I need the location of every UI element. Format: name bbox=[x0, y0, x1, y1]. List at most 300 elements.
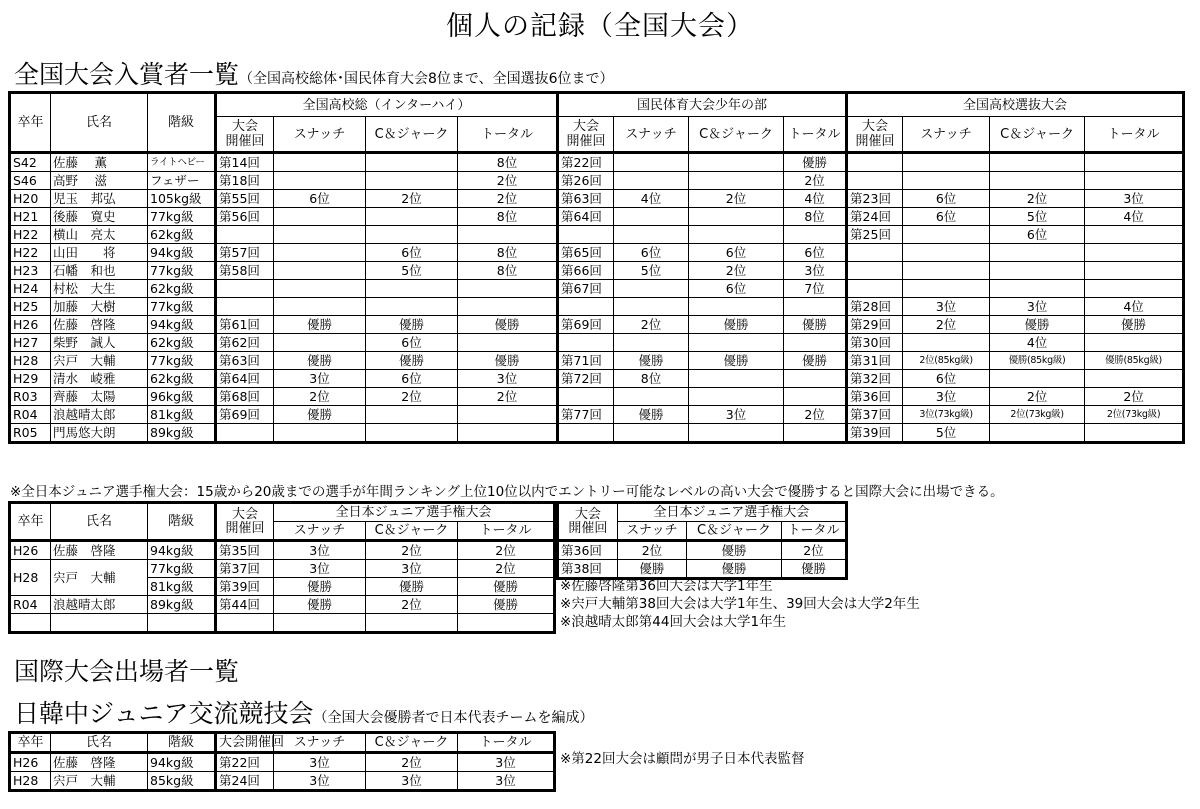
table-cell: 第30回 bbox=[847, 334, 903, 352]
table-cell: 8位 bbox=[458, 244, 558, 262]
table-cell: 優勝 bbox=[274, 316, 366, 334]
table-cell: 第22回 bbox=[216, 753, 274, 772]
table-cell: H22 bbox=[10, 226, 51, 244]
table-cell: 3位 bbox=[274, 560, 366, 578]
table-cell: 第23回 bbox=[847, 190, 903, 208]
table-cell bbox=[216, 226, 274, 244]
table-cell: 第58回 bbox=[216, 262, 274, 280]
table-cell: 第62回 bbox=[216, 334, 274, 352]
international-heading: 国際大会出場者一覧 bbox=[14, 657, 240, 686]
table-row bbox=[10, 753, 555, 772]
table-cell: 3位 bbox=[366, 560, 458, 578]
table-cell: 8位 bbox=[458, 262, 558, 280]
header-total: トータル bbox=[784, 117, 847, 153]
table-cell: R03 bbox=[10, 388, 51, 406]
table-cell: 優勝(85kg級) bbox=[1085, 352, 1184, 370]
table-cell: 佐藤 啓隆 bbox=[51, 753, 148, 772]
table-cell: 第24回 bbox=[847, 208, 903, 226]
table-cell bbox=[366, 208, 458, 226]
table-cell bbox=[903, 172, 990, 190]
table-cell: 第64回 bbox=[216, 370, 274, 388]
table-cell: 2位 bbox=[617, 541, 686, 560]
table-cell: 96kg級 bbox=[148, 388, 216, 406]
table-row bbox=[10, 614, 555, 633]
table-cell bbox=[689, 153, 784, 172]
international-side-note: ※第22回大会は顧問が男子日本代表監督 bbox=[560, 751, 805, 767]
table-cell: 2位 bbox=[458, 560, 555, 578]
table-cell: 優勝 bbox=[689, 352, 784, 370]
table-cell: 105kg級 bbox=[148, 190, 216, 208]
table-cell: 第68回 bbox=[216, 388, 274, 406]
table-cell bbox=[274, 298, 366, 316]
table-cell: 81kg級 bbox=[148, 406, 216, 424]
table-cell bbox=[366, 172, 458, 190]
table-cell: 第36回 bbox=[558, 541, 618, 560]
junior-header-class: 階級 bbox=[148, 503, 216, 541]
table-cell: 柴野 誠人 bbox=[51, 334, 148, 352]
table-cell: 89kg級 bbox=[148, 424, 216, 443]
international-subheading bbox=[14, 699, 594, 733]
table-cell: フェザー bbox=[148, 172, 216, 190]
table-cell bbox=[614, 334, 689, 352]
table-cell bbox=[1085, 153, 1184, 172]
table-cell: 優勝 bbox=[781, 560, 846, 579]
table-cell: 優勝 bbox=[1085, 316, 1184, 334]
table-cell: H26 bbox=[10, 316, 51, 334]
table-cell bbox=[274, 424, 366, 443]
table-cell: 3位 bbox=[274, 753, 366, 772]
junior-header-snatch: スナッチ bbox=[274, 522, 366, 541]
table-cell: 優勝 bbox=[614, 406, 689, 424]
junior-header-cj: C＆ジャーク bbox=[366, 522, 458, 541]
table-cell bbox=[274, 153, 366, 172]
header-kaisai: 大会 開催回 bbox=[847, 117, 903, 153]
table-cell bbox=[274, 172, 366, 190]
table-cell: 2位(73kg級) bbox=[990, 406, 1085, 424]
table-cell bbox=[366, 406, 458, 424]
table-cell: 優勝 bbox=[784, 153, 847, 172]
header-snatch: スナッチ bbox=[903, 117, 990, 153]
table-cell bbox=[274, 244, 366, 262]
table-cell: 第77回 bbox=[558, 406, 614, 424]
table-cell bbox=[148, 614, 216, 633]
header-snatch: スナッチ bbox=[274, 117, 366, 153]
table-cell bbox=[689, 334, 784, 352]
table-cell: 第63回 bbox=[558, 190, 614, 208]
table-cell: H27 bbox=[10, 334, 51, 352]
junior2-header-snatch: スナッチ bbox=[617, 522, 686, 541]
intl-header-year: 卒年 bbox=[10, 733, 51, 753]
table-row bbox=[10, 560, 555, 578]
table-cell bbox=[1085, 262, 1184, 280]
table-cell bbox=[614, 153, 689, 172]
table-cell: 6位 bbox=[366, 370, 458, 388]
table-cell bbox=[1085, 172, 1184, 190]
table-cell: 62kg級 bbox=[148, 334, 216, 352]
intl-header-total: トータル bbox=[458, 733, 555, 753]
table-cell: 5位 bbox=[903, 424, 990, 443]
table-cell: 6位 bbox=[903, 190, 990, 208]
table-cell: 横山 亮太 bbox=[51, 226, 148, 244]
table-cell bbox=[1085, 334, 1184, 352]
header-kaisai: 大会 開催回 bbox=[558, 117, 614, 153]
table-cell: 2位 bbox=[781, 541, 846, 560]
table-cell: 94kg級 bbox=[148, 316, 216, 334]
table-cell: 2位 bbox=[366, 596, 458, 614]
table-row bbox=[10, 172, 1184, 190]
table-cell: H28 bbox=[10, 772, 51, 791]
table-cell: 第63回 bbox=[216, 352, 274, 370]
table-cell: 4位 bbox=[1085, 208, 1184, 226]
table-cell: H29 bbox=[10, 370, 51, 388]
table-cell: H24 bbox=[10, 280, 51, 298]
table-cell: 62kg級 bbox=[148, 226, 216, 244]
table-cell: 2位 bbox=[614, 316, 689, 334]
table-cell bbox=[689, 388, 784, 406]
table-cell: 第57回 bbox=[216, 244, 274, 262]
table-row bbox=[10, 226, 1184, 244]
table-cell bbox=[847, 172, 903, 190]
table-cell bbox=[903, 334, 990, 352]
table-cell: 優勝 bbox=[617, 560, 686, 579]
table-cell: S42 bbox=[10, 153, 51, 172]
table-cell: 宍戸 大輔 bbox=[51, 352, 148, 370]
table-cell: 石幡 和也 bbox=[51, 262, 148, 280]
header-total: トータル bbox=[458, 117, 558, 153]
table-cell: 第25回 bbox=[847, 226, 903, 244]
national-heading bbox=[14, 60, 614, 94]
table-cell: 5位 bbox=[614, 262, 689, 280]
table-cell: 後藤 寛史 bbox=[51, 208, 148, 226]
table-row bbox=[10, 316, 1184, 334]
table-cell: 3位 bbox=[274, 772, 366, 791]
table-cell: S46 bbox=[10, 172, 51, 190]
table-cell: 第39回 bbox=[216, 578, 274, 596]
table-cell: 85kg級 bbox=[148, 772, 216, 791]
table-row bbox=[10, 388, 1184, 406]
table-cell bbox=[1085, 424, 1184, 443]
international-table bbox=[8, 731, 556, 792]
table-cell bbox=[458, 614, 555, 633]
table-cell: H28 bbox=[10, 560, 51, 596]
table-cell: H25 bbox=[10, 298, 51, 316]
table-row bbox=[10, 262, 1184, 280]
table-cell bbox=[689, 424, 784, 443]
table-cell: 6位 bbox=[614, 244, 689, 262]
table-cell: 81kg級 bbox=[148, 578, 216, 596]
table-row bbox=[10, 244, 1184, 262]
table-cell bbox=[847, 262, 903, 280]
table-cell bbox=[274, 334, 366, 352]
table-cell: R04 bbox=[10, 406, 51, 424]
table-cell bbox=[784, 370, 847, 388]
table-cell: 77kg級 bbox=[148, 262, 216, 280]
junior-side-note-2: ※宍戸大輔第38回大会は大学1年生、39回大会は大学2年生 bbox=[560, 596, 920, 612]
junior-side-note-3: ※浪越晴太郎第44回大会は大学1年生 bbox=[560, 614, 787, 630]
table-cell: 浪越晴太郎 bbox=[51, 596, 148, 614]
table-cell bbox=[784, 388, 847, 406]
junior-header-year: 卒年 bbox=[10, 503, 51, 541]
table-cell: 2位(73kg級) bbox=[1085, 406, 1184, 424]
table-row bbox=[10, 596, 555, 614]
table-cell bbox=[689, 172, 784, 190]
table-cell bbox=[847, 153, 903, 172]
table-cell bbox=[10, 614, 51, 633]
table-cell bbox=[1085, 370, 1184, 388]
table-cell: 4位 bbox=[990, 334, 1085, 352]
table-cell: 3位 bbox=[903, 298, 990, 316]
table-cell bbox=[216, 614, 274, 633]
table-cell: 優勝 bbox=[366, 578, 458, 596]
table-cell: H26 bbox=[10, 753, 51, 772]
table-cell bbox=[990, 262, 1085, 280]
table-cell: 第69回 bbox=[558, 316, 614, 334]
table-cell: 2位 bbox=[366, 541, 458, 560]
table-cell: 浪越晴太郎 bbox=[51, 406, 148, 424]
table-cell bbox=[558, 388, 614, 406]
table-cell bbox=[847, 280, 903, 298]
table-cell bbox=[458, 424, 558, 443]
intl-header-snatch: スナッチ bbox=[274, 733, 366, 753]
table-cell: 佐藤 啓隆 bbox=[51, 541, 148, 560]
table-cell: 第29回 bbox=[847, 316, 903, 334]
table-cell bbox=[458, 226, 558, 244]
table-cell bbox=[614, 226, 689, 244]
header-snatch: スナッチ bbox=[614, 117, 689, 153]
table-cell: 2位 bbox=[366, 753, 458, 772]
table-cell: 6位 bbox=[903, 370, 990, 388]
table-cell bbox=[216, 280, 274, 298]
header-cj: C＆ジャーク bbox=[689, 117, 784, 153]
table-cell: 3位 bbox=[689, 406, 784, 424]
table-cell: 7位 bbox=[784, 280, 847, 298]
table-cell bbox=[614, 424, 689, 443]
table-cell bbox=[990, 244, 1085, 262]
table-row bbox=[10, 153, 1184, 172]
table-cell bbox=[366, 153, 458, 172]
international-subheading-text: 日韓中ジュニア交流競技会 bbox=[14, 699, 314, 728]
national-heading-text: 全国大会入賞者一覧 bbox=[14, 60, 240, 89]
table-row bbox=[10, 334, 1184, 352]
table-cell: 3位 bbox=[990, 298, 1085, 316]
page-title: 個人の記録（全国大会） bbox=[446, 11, 754, 42]
table-cell: 優勝 bbox=[458, 578, 555, 596]
table-cell: 優勝 bbox=[366, 316, 458, 334]
table-cell bbox=[614, 172, 689, 190]
table-cell bbox=[216, 424, 274, 443]
table-cell: 94kg級 bbox=[148, 541, 216, 560]
table-cell: 3位 bbox=[274, 541, 366, 560]
table-cell: 第69回 bbox=[216, 406, 274, 424]
table-cell: 第35回 bbox=[216, 541, 274, 560]
table-cell: 第64回 bbox=[558, 208, 614, 226]
table-cell bbox=[274, 262, 366, 280]
international-subnote: （全国大会優勝者で日本代表チームを編成） bbox=[313, 710, 594, 726]
table-cell bbox=[1085, 226, 1184, 244]
table-cell: 2位 bbox=[1085, 388, 1184, 406]
table-cell bbox=[614, 208, 689, 226]
table-cell: 89kg級 bbox=[148, 596, 216, 614]
table-cell: 第55回 bbox=[216, 190, 274, 208]
table-cell bbox=[366, 226, 458, 244]
table-cell: 清水 崚雅 bbox=[51, 370, 148, 388]
table-cell: 6位 bbox=[784, 244, 847, 262]
table-cell: 優勝 bbox=[686, 560, 781, 579]
table-cell: 第37回 bbox=[847, 406, 903, 424]
table-cell: 優勝 bbox=[458, 596, 555, 614]
header-cj: C＆ジャーク bbox=[366, 117, 458, 153]
table-cell: 優勝 bbox=[689, 316, 784, 334]
table-cell: 第65回 bbox=[558, 244, 614, 262]
table-cell bbox=[458, 298, 558, 316]
header-kokutai: 国民体育大会少年の部 bbox=[558, 93, 847, 117]
table-cell: 優勝 bbox=[784, 352, 847, 370]
header-name: 氏名 bbox=[51, 93, 148, 153]
table-cell: 6位 bbox=[990, 226, 1085, 244]
junior-header-name: 氏名 bbox=[51, 503, 148, 541]
table-cell: 2位 bbox=[366, 190, 458, 208]
table-cell bbox=[784, 298, 847, 316]
table-cell bbox=[614, 280, 689, 298]
table-cell: 優勝 bbox=[990, 316, 1085, 334]
table-cell: 第28回 bbox=[847, 298, 903, 316]
table-cell: 第66回 bbox=[558, 262, 614, 280]
table-cell: 3位(73kg級) bbox=[903, 406, 990, 424]
table-cell: 6位 bbox=[689, 244, 784, 262]
table-cell: 第24回 bbox=[216, 772, 274, 791]
junior2-header-total: トータル bbox=[781, 522, 846, 541]
table-cell: 3位 bbox=[458, 753, 555, 772]
table-cell bbox=[990, 280, 1085, 298]
table-cell bbox=[903, 262, 990, 280]
header-interhigh: 全国高校総（インターハイ） bbox=[216, 93, 558, 117]
table-cell bbox=[216, 298, 274, 316]
table-cell: 優勝 bbox=[274, 406, 366, 424]
intl-header-class: 階級 bbox=[148, 733, 216, 753]
table-cell: 第36回 bbox=[847, 388, 903, 406]
table-cell: 8位 bbox=[614, 370, 689, 388]
table-cell: 6位 bbox=[366, 334, 458, 352]
table-cell: 佐藤 薫 bbox=[51, 153, 148, 172]
table-cell: 2位 bbox=[903, 316, 990, 334]
table-cell: 優勝 bbox=[366, 352, 458, 370]
table-cell bbox=[903, 226, 990, 244]
table-cell bbox=[689, 370, 784, 388]
table-cell bbox=[689, 226, 784, 244]
table-cell: 62kg級 bbox=[148, 370, 216, 388]
table-cell: 8位 bbox=[458, 153, 558, 172]
table-cell bbox=[990, 153, 1085, 172]
table-cell: 優勝(85kg級) bbox=[990, 352, 1085, 370]
table-cell: 77kg級 bbox=[148, 560, 216, 578]
header-senbatsu: 全国高校選抜大会 bbox=[847, 93, 1184, 117]
table-row bbox=[10, 541, 555, 560]
table-row bbox=[10, 190, 1184, 208]
table-cell bbox=[558, 226, 614, 244]
table-cell: 優勝 bbox=[274, 352, 366, 370]
table-cell: 94kg級 bbox=[148, 244, 216, 262]
table-cell: 3位 bbox=[458, 370, 558, 388]
table-cell: 第32回 bbox=[847, 370, 903, 388]
table-cell: 高野 滋 bbox=[51, 172, 148, 190]
table-cell bbox=[990, 172, 1085, 190]
table-cell bbox=[847, 244, 903, 262]
table-cell bbox=[458, 406, 558, 424]
table-cell bbox=[274, 280, 366, 298]
table-cell: 優勝 bbox=[614, 352, 689, 370]
table-cell: R04 bbox=[10, 596, 51, 614]
table-cell: 山田 将 bbox=[51, 244, 148, 262]
table-cell: 3位 bbox=[458, 772, 555, 791]
table-cell: 77kg級 bbox=[148, 298, 216, 316]
table-cell: 第38回 bbox=[558, 560, 618, 579]
table-cell: 宍戸 大輔 bbox=[51, 560, 148, 596]
table-cell: ライトヘビー bbox=[148, 153, 216, 172]
national-awards-table bbox=[8, 91, 1185, 444]
table-cell bbox=[558, 424, 614, 443]
table-cell: 門馬悠大朗 bbox=[51, 424, 148, 443]
header-cj: C＆ジャーク bbox=[990, 117, 1085, 153]
table-cell: 齊藤 太陽 bbox=[51, 388, 148, 406]
table-cell: 4位 bbox=[1085, 298, 1184, 316]
junior2-header-kaisai: 大会 開催回 bbox=[558, 503, 618, 541]
header-kaisai: 大会 開催回 bbox=[216, 117, 274, 153]
table-cell bbox=[366, 298, 458, 316]
table-cell: 2位 bbox=[274, 388, 366, 406]
table-cell: 第44回 bbox=[216, 596, 274, 614]
junior-side-note-1: ※佐藤啓隆第36回大会は大学1年生 bbox=[560, 578, 773, 594]
table-cell: 3位 bbox=[784, 262, 847, 280]
table-cell: 優勝 bbox=[686, 541, 781, 560]
table-row bbox=[10, 772, 555, 791]
table-cell: 2位 bbox=[784, 406, 847, 424]
junior-header-group: 全日本ジュニア選手権大会 bbox=[274, 503, 555, 522]
table-cell: 8位 bbox=[784, 208, 847, 226]
table-cell bbox=[274, 614, 366, 633]
table-row bbox=[10, 298, 1184, 316]
table-cell bbox=[274, 208, 366, 226]
table-cell: 第71回 bbox=[558, 352, 614, 370]
table-cell bbox=[614, 298, 689, 316]
table-cell: 優勝 bbox=[458, 316, 558, 334]
table-header-row bbox=[10, 93, 1184, 117]
table-cell: 94kg級 bbox=[148, 753, 216, 772]
table-cell: 第61回 bbox=[216, 316, 274, 334]
table-cell bbox=[903, 153, 990, 172]
table-cell: 2位 bbox=[990, 190, 1085, 208]
table-cell: 5位 bbox=[366, 262, 458, 280]
table-row bbox=[10, 280, 1184, 298]
table-cell bbox=[689, 298, 784, 316]
table-cell bbox=[458, 334, 558, 352]
table-row bbox=[10, 352, 1184, 370]
junior-table-2 bbox=[556, 501, 848, 580]
table-cell: 第22回 bbox=[558, 153, 614, 172]
table-cell bbox=[784, 334, 847, 352]
header-year: 卒年 bbox=[10, 93, 51, 153]
table-cell: 第56回 bbox=[216, 208, 274, 226]
table-cell: H22 bbox=[10, 244, 51, 262]
table-row bbox=[10, 370, 1184, 388]
table-cell: 第26回 bbox=[558, 172, 614, 190]
table-cell bbox=[903, 280, 990, 298]
table-cell: 優勝 bbox=[784, 316, 847, 334]
table-cell: 村松 大生 bbox=[51, 280, 148, 298]
table-cell: 加藤 大樹 bbox=[51, 298, 148, 316]
table-cell: 2位(85kg級) bbox=[903, 352, 990, 370]
intl-header-kaisai: 大会開催回 bbox=[216, 733, 274, 753]
table-cell bbox=[558, 334, 614, 352]
